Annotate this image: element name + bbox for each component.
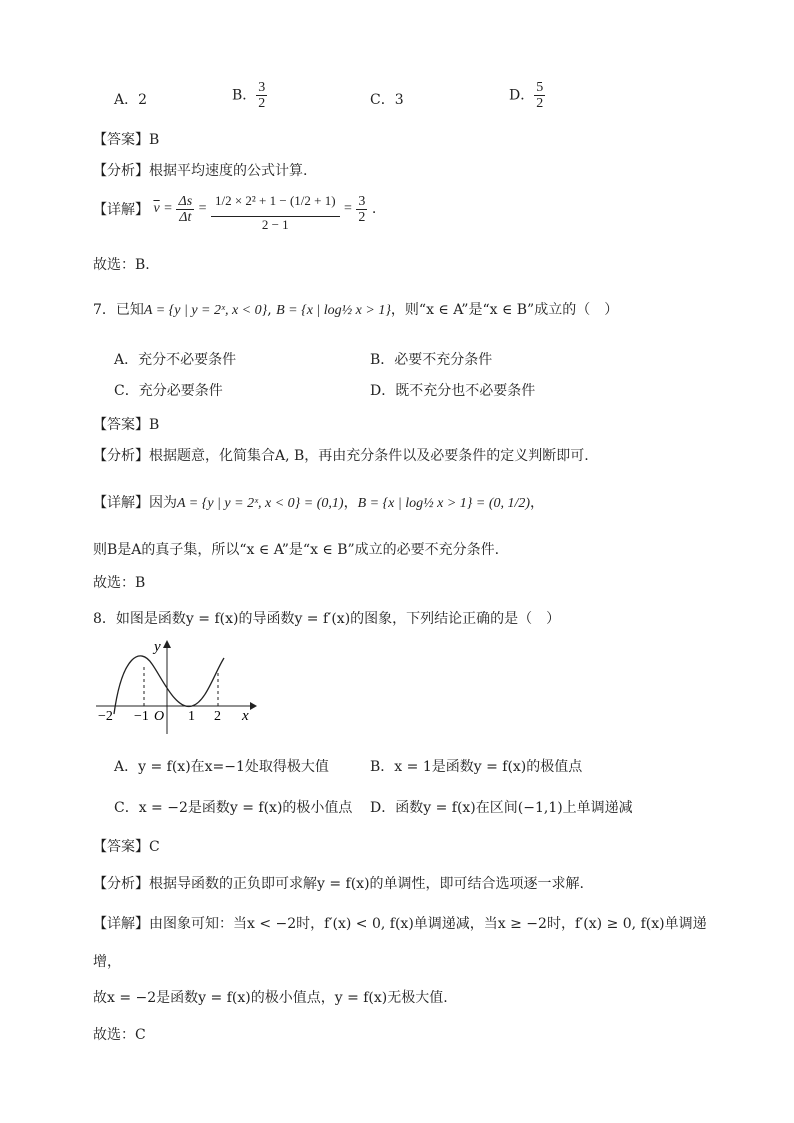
analysis-tag: 【分析】 bbox=[93, 448, 149, 464]
q7-detail-line2: 则B是A的真子集，所以“x ∈ A”是“x ∈ B”成立的必要不充分条件. bbox=[93, 542, 500, 558]
tick-2: 2 bbox=[214, 709, 221, 724]
set-a: A = {y | y = 2ˣ, x < 0} bbox=[143, 303, 268, 318]
analysis-tag: 【分析】 bbox=[93, 163, 149, 179]
main-fraction bbox=[211, 186, 340, 232]
option-b-label: B． bbox=[232, 87, 257, 104]
q8-detail-line3: 故x = −2是函数y = f(x)的极小值点，y = f(x)无极大值. bbox=[93, 990, 448, 1006]
numerator: 5 bbox=[536, 80, 544, 95]
numerator: 1/2 × 2² + 1 − (1/2 + 1) bbox=[211, 186, 340, 217]
option-c-prev: C．3 bbox=[370, 92, 404, 108]
derivative-graph bbox=[92, 636, 257, 736]
velocity-symbol: $\overline{v}$ bbox=[153, 201, 160, 216]
denominator: 2 − 1 bbox=[261, 217, 289, 232]
option-b-fraction bbox=[256, 80, 267, 111]
answer-value: B bbox=[149, 132, 160, 148]
q7-answer bbox=[93, 414, 159, 434]
answer-value: C bbox=[149, 839, 160, 855]
numerator: Δs bbox=[178, 193, 193, 209]
set-b: B = {x | log½ x > 1} bbox=[276, 303, 391, 318]
y-label: y bbox=[154, 639, 161, 655]
delta-fraction bbox=[176, 194, 194, 225]
equals: = bbox=[198, 201, 207, 216]
q7-option-c: C．充分必要条件 bbox=[114, 383, 223, 399]
q7-analysis bbox=[93, 445, 589, 465]
tick-minus2: −2 bbox=[98, 709, 113, 724]
denominator: 2 bbox=[536, 96, 544, 111]
detail-tag: 【详解】 bbox=[93, 495, 149, 511]
option-d-prev bbox=[509, 80, 545, 111]
q7-conclusion: 故选：B bbox=[93, 575, 146, 591]
q8-option-b: B．x = 1是函数y = f(x)的极值点 bbox=[370, 759, 583, 775]
answer-tag: 【答案】 bbox=[93, 132, 149, 148]
detail-tag: 【详解】 bbox=[93, 202, 149, 218]
origin-label: O bbox=[154, 709, 165, 724]
detail-line1: 由图象可知：当x < −2时，f′(x) < 0, f(x)单调递减，当x ≥ −2时，f′(x) ≥ 0, f(x)单调递 bbox=[149, 916, 707, 932]
option-b-prev bbox=[232, 80, 267, 111]
detail-tag: 【详解】 bbox=[93, 916, 149, 932]
option-d-fraction bbox=[534, 80, 545, 111]
tick-1: 1 bbox=[188, 709, 195, 724]
q8-analysis bbox=[93, 873, 584, 893]
tick-minus1: −1 bbox=[134, 709, 149, 724]
q6-analysis bbox=[93, 160, 307, 180]
detail-set-a: A = {y | y = 2ˣ, x < 0} = (0,1) bbox=[177, 496, 344, 511]
detail-prefix: 因为 bbox=[149, 495, 177, 511]
result-fraction bbox=[356, 194, 367, 225]
q8-option-d: D．函数y = f(x)在区间(−1,1)上单调递减 bbox=[370, 800, 633, 816]
q6-detail bbox=[93, 186, 376, 232]
period: . bbox=[371, 201, 377, 217]
q6-answer bbox=[93, 129, 159, 149]
analysis-text: 根据题意，化简集合A, B，再由充分条件以及必要条件的定义判断即可. bbox=[149, 448, 589, 464]
analysis-text: 根据平均速度的公式计算. bbox=[149, 163, 308, 179]
option-a-prev: A．2 bbox=[114, 92, 148, 108]
stem-suffix: ，则“x ∈ A”是“x ∈ B”成立的（ ） bbox=[390, 302, 619, 318]
detail-end: ， bbox=[530, 495, 545, 511]
equals: = bbox=[344, 201, 352, 216]
q8-option-c: C．x = −2是函数y = f(x)的极小值点 bbox=[114, 800, 353, 816]
analysis-text: 根据导函数的正负即可求解y = f(x)的单调性，即可结合选项逐一求解. bbox=[149, 876, 584, 892]
q7-option-d: D．既不充分也不必要条件 bbox=[370, 383, 536, 399]
x-label: x bbox=[242, 708, 249, 724]
stem-prefix: 7．已知 bbox=[93, 302, 144, 318]
answer-value: B bbox=[149, 417, 160, 433]
numerator: 3 bbox=[258, 80, 266, 95]
derivative-curve bbox=[114, 656, 224, 714]
q7-option-a: A．充分不必要条件 bbox=[114, 352, 237, 368]
q7-detail: 【详解】因为A = {y | y = 2ˣ, x < 0} = (0,1)，B = {x | log½ x > 1} = (0, 1/2)， bbox=[93, 495, 545, 511]
denominator: 2 bbox=[258, 96, 266, 111]
answer-tag: 【答案】 bbox=[93, 417, 149, 433]
option-d-label: D． bbox=[509, 87, 535, 104]
q7-option-b: B．必要不充分条件 bbox=[370, 352, 493, 368]
y-axis-arrow bbox=[163, 640, 171, 648]
numerator: 3 bbox=[358, 193, 366, 209]
x-axis-arrow bbox=[250, 702, 257, 710]
q8-detail-line2: 增， bbox=[93, 954, 121, 970]
equals: = bbox=[164, 201, 173, 216]
q8-detail bbox=[93, 913, 707, 933]
q8-answer bbox=[93, 836, 160, 856]
q8-conclusion: 故选：C bbox=[93, 1027, 146, 1043]
q8-option-a: A．y = f(x)在x=−1处取得极大值 bbox=[114, 759, 329, 775]
q8-stem: 8．如图是函数y = f(x)的导函数y = f′(x)的图象，下列结论正确的是（ ） bbox=[93, 611, 561, 627]
answer-tag: 【答案】 bbox=[93, 839, 149, 855]
q6-conclusion: 故选：B. bbox=[93, 257, 150, 273]
analysis-tag: 【分析】 bbox=[93, 876, 149, 892]
denominator: Δt bbox=[179, 209, 192, 225]
q7-stem: 7．已知A = {y | y = 2ˣ, x < 0}, B = {x | log½ x > 1}，则“x ∈ A”是“x ∈ B”成立的（ ） bbox=[93, 302, 619, 318]
detail-set-b: B = {x | log½ x > 1} = (0, 1/2) bbox=[357, 496, 531, 511]
denominator: 2 bbox=[358, 209, 366, 225]
